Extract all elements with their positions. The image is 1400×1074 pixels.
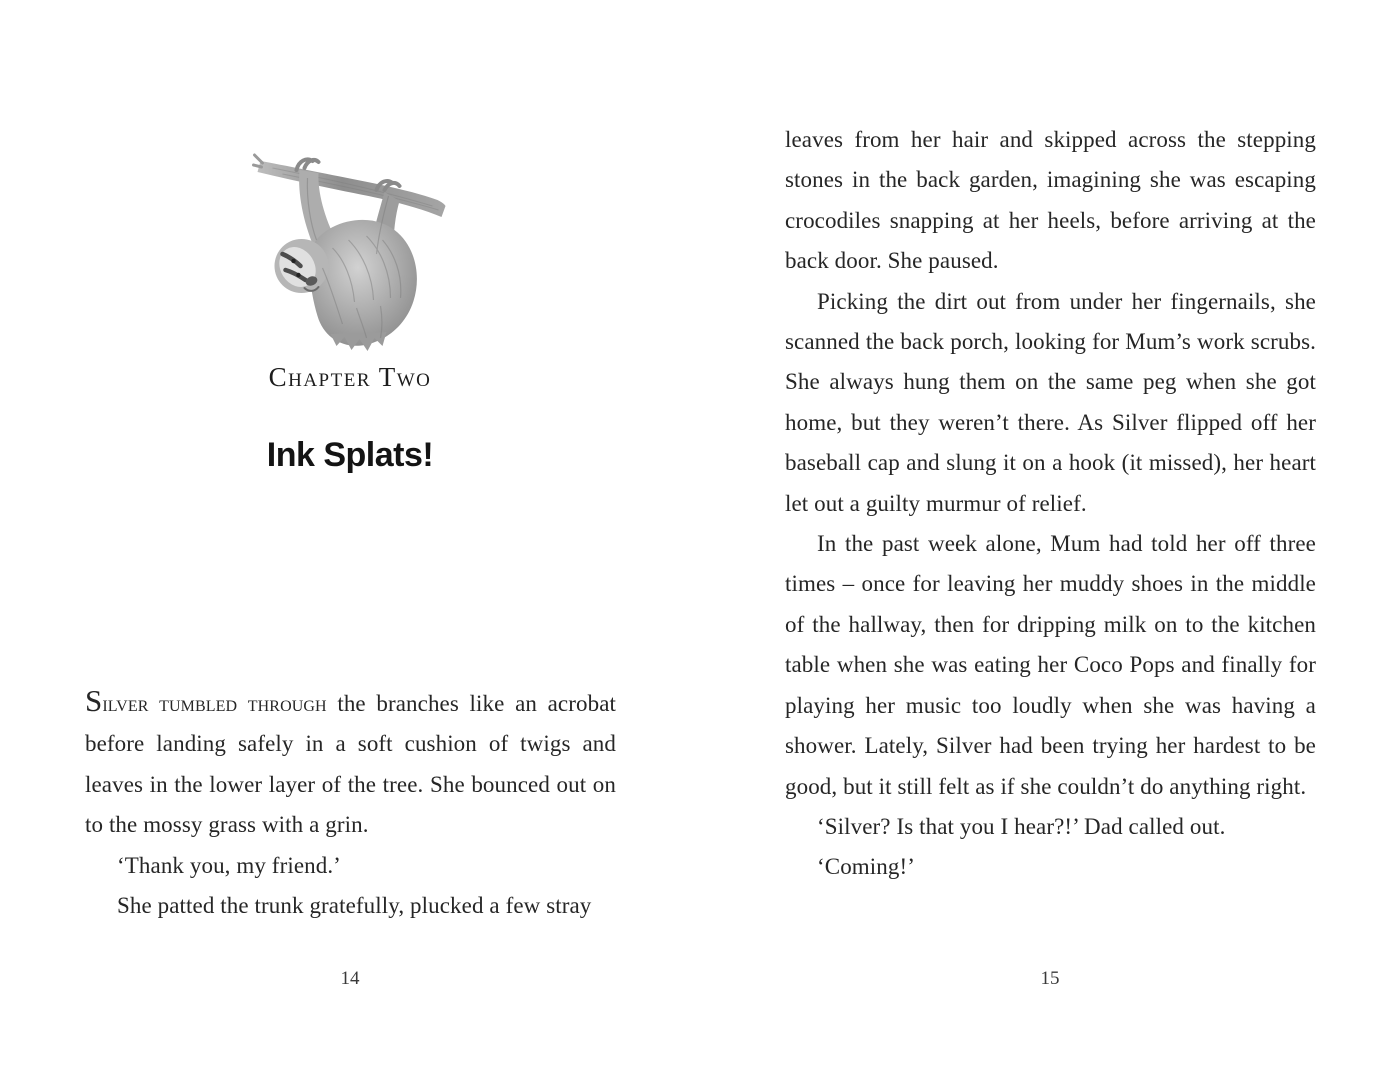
right-page [700,0,1400,1074]
paragraph: Picking the dirt out from under her fingernails, she scanned the back porch, looking for Mum’s work scrubs. She always hung them on the same peg when she got home, but they weren’t there. As Silver flipped off her baseball cap and slung it on a hook (it missed), her heart let out a guilty murmur of relief. [785,288,1316,516]
opening-small-caps: Silver tumbled through [85,683,327,718]
page-number-left: 14 [340,968,360,989]
right-page-body [785,120,1316,888]
paragraph: ‘Coming!’ [817,854,915,880]
paragraph: ‘Silver? Is that you I hear?!’ Dad called out. [817,813,1226,839]
left-page-body [85,684,616,926]
paragraph: leaves from her hair and skipped across the stepping stones in the back garden, imagining she was escaping crocodiles snapping at her heels, before arriving at the back door. She paused. [785,127,1316,274]
chapter-label: Chapter Two [268,362,432,392]
chapter-title: Ink Splats! [266,436,434,474]
sloth-illustration [250,148,455,353]
paragraph: She patted the trunk gratefully, plucked a few stray [117,893,592,919]
page-number-right: 15 [1040,968,1060,989]
sloth-hanging-icon [250,148,455,353]
paragraph-text: the branches like an acrobat before landing safely in a soft cushion of twigs and leaves in the lower layer of the tree. She bounced out on to the mossy grass with a grin. [85,691,616,838]
paragraph: ‘Thank you, my friend.’ [117,852,341,878]
paragraph [85,684,616,846]
paragraph: In the past week alone, Mum had told her off three times – once for leaving her muddy shoes in the middle of the hallway, then for dripping milk on to the kitchen table when she was eating her Coco Pops and finally for playing her music too loudly when she was having a shower. Lately, Silver had been trying her hardest to be good, but it still felt as if she couldn’t do anything right. [785,531,1316,799]
